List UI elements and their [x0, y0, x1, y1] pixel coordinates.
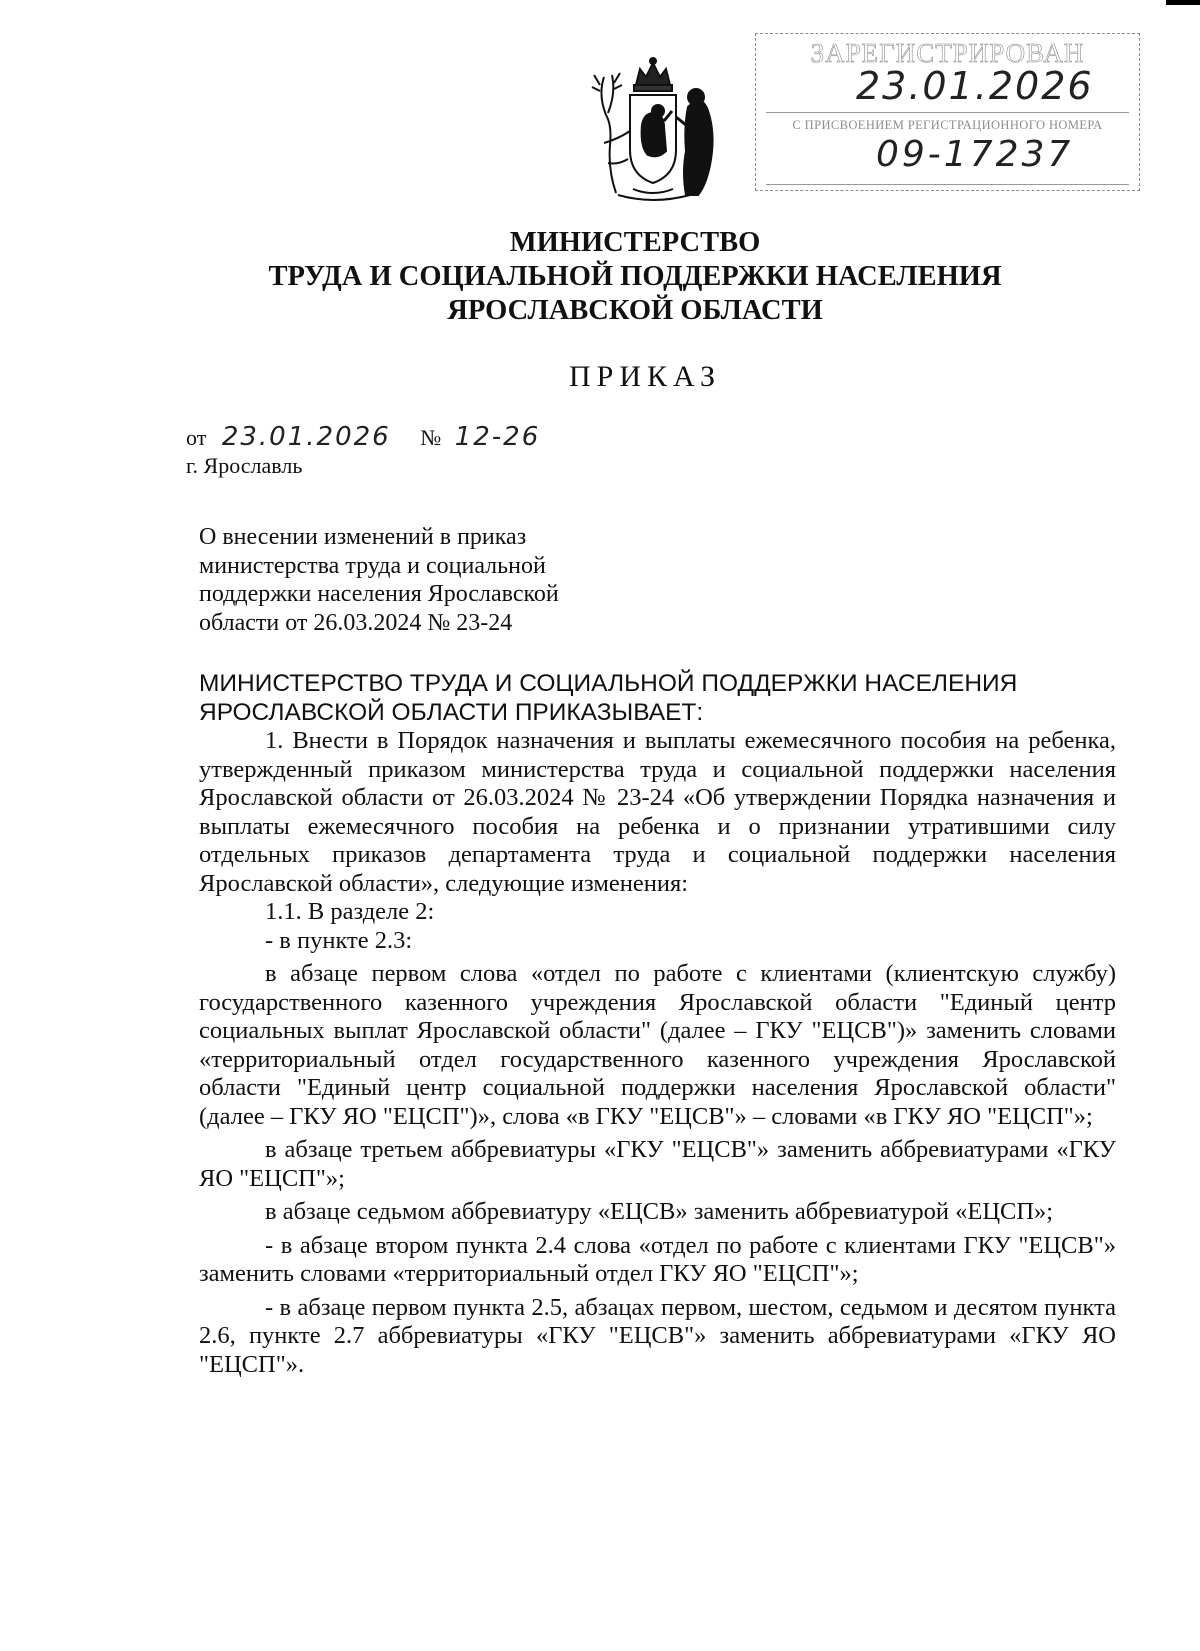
- order-body: [199, 727, 1116, 1379]
- stamp-title: ЗАРЕГИСТРИРОВАН: [810, 38, 1085, 68]
- scan-corner-mark: [1166, 0, 1200, 5]
- paragraph: в абзаце первом слова «отдел по работе с клиентами (клиентскую службу) государственного казенного учреждения Ярославской области "Единый центр социальных выплат Ярославской области" (далее – ГКУ "ЕЦСВ")» заменить словами «территориальный отдел государственного казенного учреждения Ярославской области "Единый центр социальной поддержки населения Ярославской области" (далее – ГКУ ЯО "ЕЦСП")», слова «в ГКУ "ЕЦСВ"» – словами «в ГКУ ЯО "ЕЦСП"»;: [199, 960, 1116, 1130]
- date-prefix: от: [186, 425, 207, 450]
- stamp-registration-number: 09-17237: [876, 134, 1074, 175]
- order-preamble: МИНИСТЕРСТВО ТРУДА И СОЦИАЛЬНОЙ ПОДДЕРЖКИ НАСЕЛЕНИЯ ЯРОСЛАВСКОЙ ОБЛАСТИ ПРИКАЗЫВАЕТ:: [199, 670, 1018, 726]
- heading-line-2: ТРУДА И СОЦИАЛЬНОЙ ПОДДЕРЖКИ НАСЕЛЕНИЯ: [268, 261, 1002, 292]
- paragraph: 1. Внести в Порядок назначения и выплаты ежемесячного пособия на ребенка, утвержденный приказом министерства труда и социальной поддержки населения Ярославской области от 26.03.2024 № 23-24 «Об утверждении Порядка назначения и выплаты ежемесячного пособия на ребенка и о признании утратившими силу отдельных приказов департамента труда и социальной поддержки населения Ярославской области», следующие изменения:: [199, 727, 1116, 897]
- order-date: 23.01.2026: [221, 422, 391, 452]
- order-title: ПРИКАЗ: [569, 360, 721, 393]
- paragraph: 1.1. В разделе 2:: [265, 898, 435, 925]
- coat-of-arms-icon: [578, 55, 728, 205]
- order-subject: О внесении изменений в приказ министерства труда и социальной поддержки населения Ярославской области от 26.03.2024 № 23-24: [199, 524, 559, 636]
- order-date-number: [186, 422, 540, 452]
- stamp-divider-bottom: [766, 184, 1129, 185]
- paragraph: в абзаце седьмом аббревиатуру «ЕЦСВ» заменить аббревиатурой «ЕЦСП»;: [265, 1198, 1054, 1225]
- stamp-divider: [766, 112, 1129, 113]
- paragraph: - в пункте 2.3:: [265, 926, 413, 954]
- registration-stamp: [755, 33, 1140, 191]
- paragraph: - в абзаце втором пункта 2.4 слова «отдел по работе с клиентами ГКУ "ЕЦСВ"» заменить словами «территориальный отдел ГКУ ЯО "ЕЦСП"»;: [199, 1231, 1116, 1287]
- heading-line-3: ЯРОСЛАВСКОЙ ОБЛАСТИ: [447, 295, 823, 326]
- order-number: 12-26: [454, 422, 541, 452]
- ministry-heading: [0, 226, 1200, 328]
- paragraph: - в абзаце первом пункта 2.5, абзацах первом, шестом, седьмом и десятом пункта 2.6, пункте 2.7 аббревиатуры «ГКУ "ЕЦСВ"» заменить аббревиатурами «ГКУ ЯО "ЕЦСП"».: [199, 1293, 1116, 1378]
- city: г. Ярославль: [186, 453, 303, 478]
- number-prefix: №: [420, 425, 442, 450]
- stamp-date: 23.01.2026: [856, 64, 1094, 108]
- stamp-caption: С ПРИСВОЕНИЕМ РЕГИСТРАЦИОННОГО НОМЕРА: [792, 118, 1103, 132]
- paragraph: в абзаце третьем аббревиатуры «ГКУ "ЕЦСВ"» заменить аббревиатурами «ГКУ ЯО "ЕЦСП"»;: [199, 1136, 1116, 1192]
- heading-line-1: МИНИСТЕРСТВО: [509, 227, 761, 258]
